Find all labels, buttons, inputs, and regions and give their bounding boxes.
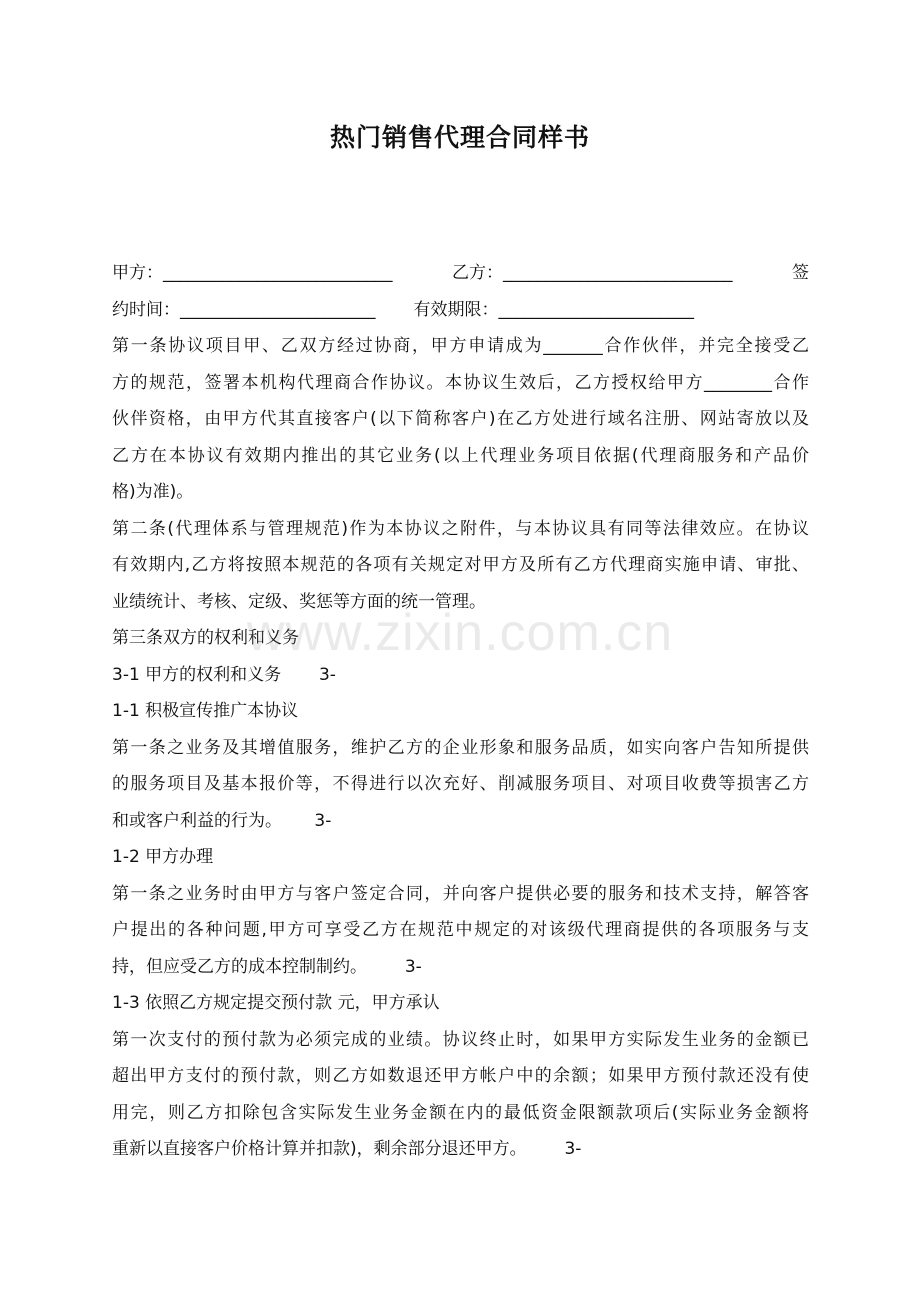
text-line: 第一条之业务及其增值服务，维护乙方的企业形象和服务品质，如实向客户告知所提供	[112, 737, 809, 758]
sign-time-field: 约时间：_______________________	[112, 299, 376, 320]
text-line: 重新以直接客户价格计算并扣款)，剩余部分退还甲方。 3-	[112, 1139, 582, 1159]
text-line: 第一次支付的预付款为必须完成的业绩。协议终止时，如果甲方实际发生业务的金额已	[112, 1029, 809, 1050]
subsection-heading: 1-1 积极宣传推广本协议	[112, 701, 299, 721]
text-line: 的服务项目及基本报价等，不得进行以次充好、削减服务项目、对项目收费等损害乙方	[112, 774, 809, 794]
subsection-heading: 1-3 依照乙方规定提交预付款 元，甲方承认	[112, 993, 440, 1013]
text-line: 伙伴资格，由甲方代其直接客户(以下简称客户)在乙方处进行域名注册、网站寄放以及	[112, 409, 809, 429]
subsection-heading: 1-2 甲方办理	[112, 847, 214, 867]
subsection-heading: 3-1 甲方的权利和义务 3-	[112, 664, 336, 685]
text-line: 业绩统计、考核、定级、奖惩等方面的统一管理。	[112, 591, 486, 612]
text-line: 持，但应受乙方的成本控制制约。 3-	[112, 956, 422, 977]
signature-row-2	[112, 292, 809, 329]
text-line: 有效期内,乙方将按照本规范的各项有关规定对甲方及所有乙方代理商实施申请、审批、	[112, 555, 809, 575]
text-line: 用完，则乙方扣除包含实际发生业务金额在内的最低资金限额款项后(实际业务金额将	[112, 1102, 809, 1123]
text-line: 乙方在本协议有效期内推出的其它业务(以上代理业务项目依据(代理商服务和产品价	[112, 445, 809, 466]
sign-prefix: 签	[792, 263, 809, 283]
text-line: 超出甲方支付的预付款，则乙方如数退还甲方帐户中的余额；如果甲方预付款还没有使	[112, 1066, 809, 1086]
document-title: 热门销售代理合同样书	[329, 123, 590, 152]
section-heading: 第三条双方的权利和义务	[112, 628, 299, 648]
text-line: 格)为准)。	[112, 482, 194, 502]
text-line: 第一条协议项目甲、乙双方经过协商，甲方申请成为_______合作伙伴，并完全接受乙	[112, 336, 809, 356]
party-a-field: 甲方：___________________________	[112, 263, 393, 283]
watermark-text: www.zixin.com.cn	[246, 604, 674, 662]
text-line: 第一条之业务时由甲方与客户签定合同，并向客户提供必要的服务和技术支持，解答客	[112, 883, 809, 904]
signature-row-1	[112, 255, 809, 292]
party-b-field: 乙方：___________________________	[452, 263, 733, 283]
text-line: 方的规范，签署本机构代理商合作协议。本协议生效后，乙方授权给甲方________合作	[112, 372, 809, 393]
text-line: 户提出的各种问题,甲方可享受乙方在规范中规定的对该级代理商提供的各项服务与支	[112, 920, 809, 940]
contract-body	[112, 255, 809, 1168]
text-line: 第二条(代理体系与管理规范)作为本协议之附件，与本协议具有同等法律效应。在协议	[112, 518, 809, 539]
validity-field: 有效期限：_______________________	[413, 299, 694, 320]
text-line: 和或客户利益的行为。 3-	[112, 810, 332, 831]
